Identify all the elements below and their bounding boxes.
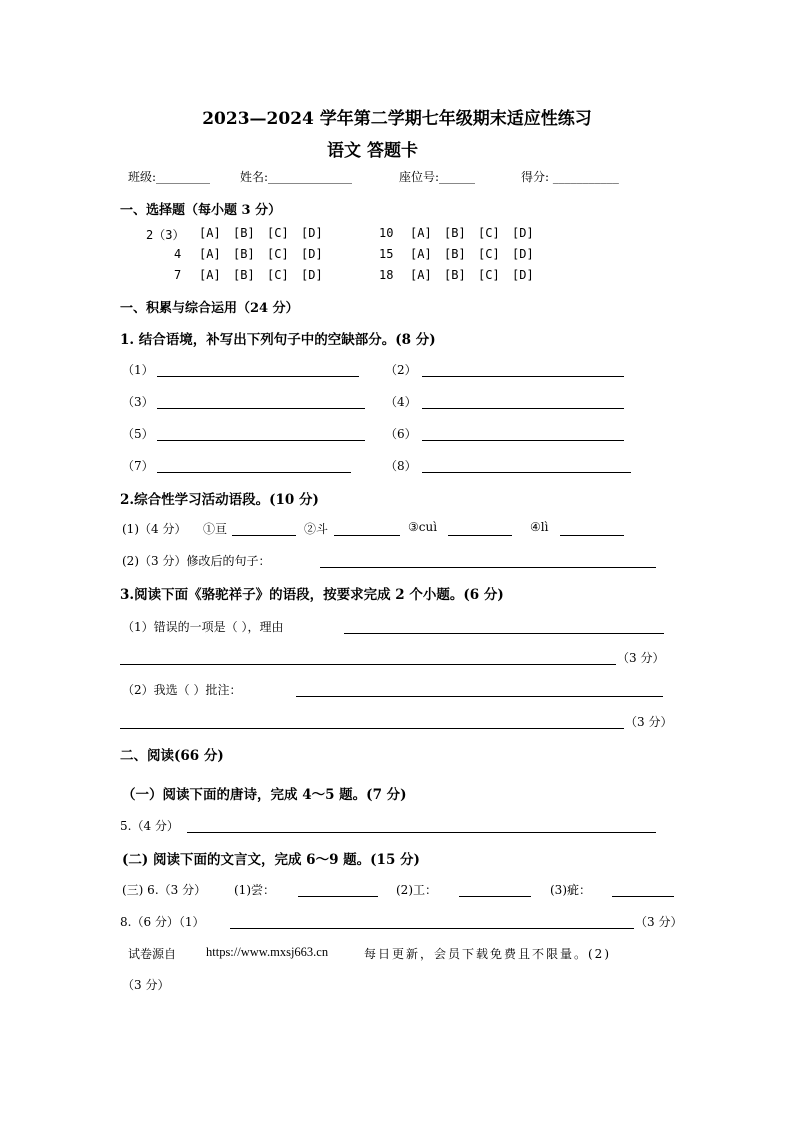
q6-item-2: (2)工： <box>396 883 437 897</box>
choice-row-3-num: 7 <box>174 268 182 282</box>
blank-5-label: （5） <box>122 427 154 441</box>
q3-sub1-line-2[interactable] <box>120 664 616 665</box>
q2-sub1-label: (1)（4 分） <box>122 522 187 536</box>
q6-item-2-line[interactable] <box>459 896 531 897</box>
option-a[interactable]: [A] <box>199 268 221 282</box>
q2-item-4: ④lì <box>530 520 549 534</box>
blank-4-label: （4） <box>385 395 417 409</box>
option-c[interactable]: [C] <box>478 268 500 282</box>
choice-row-3-num-right: 18 <box>379 268 394 282</box>
blank-6-line[interactable] <box>422 440 624 441</box>
blank-5-line[interactable] <box>157 440 365 441</box>
option-c[interactable]: [C] <box>267 268 289 282</box>
question-1-title: 1. 结合语境，补写出下列句子中的空缺部分。(8 分) <box>120 332 436 348</box>
seat-field[interactable]: 座位号:______ <box>399 170 476 184</box>
choice-options-right-1[interactable] <box>410 226 546 240</box>
q6-item-1-line[interactable] <box>298 896 378 897</box>
accumulation-section-heading: 一、积累与综合运用（24 分） <box>120 301 299 316</box>
blank-1-line[interactable] <box>157 376 359 377</box>
last-score: （3 分） <box>122 978 170 992</box>
choice-row-2-num: 4 <box>174 247 182 261</box>
choice-options-left-2[interactable] <box>199 247 335 261</box>
blank-3-line[interactable] <box>157 408 365 409</box>
option-d[interactable]: [D] <box>301 247 323 261</box>
choice-row-1-num: 2（3） <box>146 228 185 242</box>
blank-8-line[interactable] <box>422 472 631 473</box>
blank-6-label: （6） <box>385 427 417 441</box>
q6-item-3-line[interactable] <box>612 896 674 897</box>
reading-section-heading: 二、阅读(66 分) <box>120 748 224 764</box>
q2-item-1: ①亘 <box>203 522 228 536</box>
option-d[interactable]: [D] <box>512 247 534 261</box>
option-c[interactable]: [C] <box>478 247 500 261</box>
q8-line[interactable] <box>230 928 634 929</box>
q8-label: 8.（6 分）（1） <box>120 915 205 929</box>
option-b[interactable]: [B] <box>444 268 466 282</box>
choice-row-2-num-right: 15 <box>379 247 394 261</box>
option-a[interactable]: [A] <box>199 247 221 261</box>
choice-options-left-1[interactable] <box>199 226 335 240</box>
q3-sub2-line-2[interactable] <box>120 728 624 729</box>
q3-sub1-line-1[interactable] <box>344 633 664 634</box>
option-c[interactable]: [C] <box>267 247 289 261</box>
option-b[interactable]: [B] <box>233 226 255 240</box>
option-d[interactable]: [D] <box>301 226 323 240</box>
option-b[interactable]: [B] <box>233 268 255 282</box>
choice-options-left-3[interactable] <box>199 268 335 282</box>
option-c[interactable]: [C] <box>267 226 289 240</box>
class-field[interactable]: 班级:_________ <box>128 170 211 184</box>
q3-sub2-label: （2）我选（ ）批注： <box>122 683 242 697</box>
q6-item-3: (3)疵： <box>550 883 591 897</box>
q2-item-1-line[interactable] <box>232 535 296 536</box>
question-3-title: 3.阅读下面《骆驼祥子》的语段，按要求完成 2 个小题。(6 分) <box>120 587 504 603</box>
exam-title: 2023—2024 学年第二学期七年级期末适应性练习 <box>202 109 592 129</box>
option-b[interactable]: [B] <box>233 247 255 261</box>
question-2-title: 2.综合性学习活动语段。(10 分) <box>120 492 319 508</box>
blank-3-label: （3） <box>122 395 154 409</box>
option-d[interactable]: [D] <box>301 268 323 282</box>
reading-sec1: （一）阅读下面的唐诗，完成 4～5 题。(7 分) <box>122 787 407 803</box>
option-a[interactable]: [A] <box>410 226 432 240</box>
q6-label: (三) 6.（3 分） <box>122 883 207 897</box>
option-a[interactable]: [A] <box>199 226 221 240</box>
blank-7-line[interactable] <box>157 472 351 473</box>
source-prefix: 试卷源自 <box>128 947 177 961</box>
option-d[interactable]: [D] <box>512 268 534 282</box>
blank-2-label: （2） <box>385 363 417 377</box>
option-a[interactable]: [A] <box>410 247 432 261</box>
option-b[interactable]: [B] <box>444 226 466 240</box>
q2-item-3-line[interactable] <box>448 535 512 536</box>
q2-item-4-line[interactable] <box>560 535 624 536</box>
q8-score: （3 分） <box>635 915 683 929</box>
q2-item-2-line[interactable] <box>334 535 400 536</box>
blank-2-line[interactable] <box>422 376 624 377</box>
q2-item-3: ③cuì <box>408 520 438 534</box>
answer-sheet-subtitle: 语文 答题卡 <box>327 141 418 161</box>
q2-sub2-label: (2)（3 分）修改后的句子： <box>122 554 271 568</box>
name-field[interactable]: 姓名:______________ <box>240 170 353 184</box>
option-d[interactable]: [D] <box>512 226 534 240</box>
q6-item-1: (1)尝： <box>234 883 275 897</box>
blank-1-label: （1） <box>122 363 154 377</box>
choice-section-heading: 一、选择题（每小题 3 分） <box>120 203 282 218</box>
choice-options-right-2[interactable] <box>410 247 546 261</box>
source-link[interactable]: https://www.mxsj663.cn <box>206 945 329 959</box>
blank-7-label: （7） <box>122 459 154 473</box>
q5-line[interactable] <box>187 832 656 833</box>
q2-sub2-line[interactable] <box>320 567 656 568</box>
blank-8-label: （8） <box>385 459 417 473</box>
q2-item-2: ②斗 <box>304 522 329 536</box>
q3-sub1-label: （1）错误的一项是（ ），理由 <box>122 620 284 634</box>
q3-sub2-line-1[interactable] <box>296 696 663 697</box>
reading-sec2: (二) 阅读下面的文言文，完成 6～9 题。(15 分) <box>122 852 420 868</box>
q3-sub2-score: （3 分） <box>625 715 673 729</box>
option-c[interactable]: [C] <box>478 226 500 240</box>
q5-label: 5.（4 分） <box>120 819 179 833</box>
source-suffix: 每日更新，会员下载免费且不限量。(2) <box>364 947 611 961</box>
choice-row-1-num-right: 10 <box>379 226 394 240</box>
blank-4-line[interactable] <box>422 408 624 409</box>
choice-options-right-3[interactable] <box>410 268 546 282</box>
q3-sub1-score: （3 分） <box>617 651 665 665</box>
score-field[interactable]: 得分: ___________ <box>521 170 619 184</box>
option-b[interactable]: [B] <box>444 247 466 261</box>
option-a[interactable]: [A] <box>410 268 432 282</box>
